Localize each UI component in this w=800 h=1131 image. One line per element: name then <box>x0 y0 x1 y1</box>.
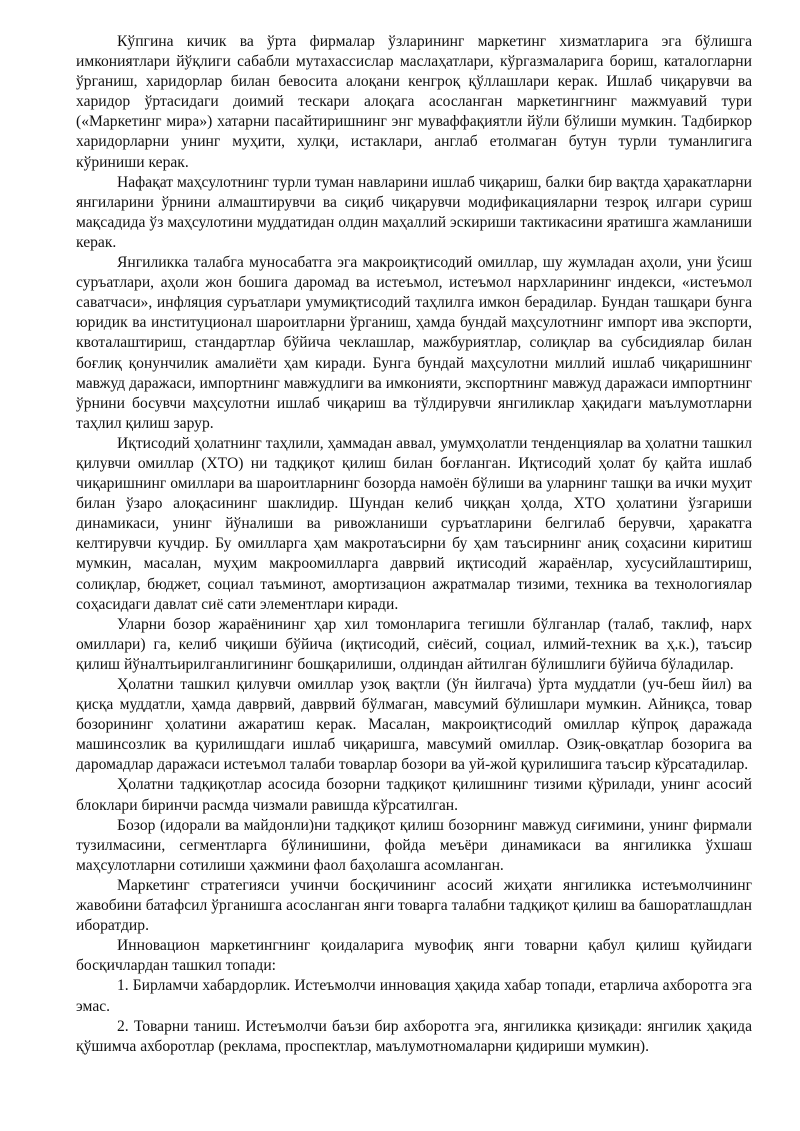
paragraph-product-variety: Нафақат маҳсулотнинг турли туман навларини ишлаб чиқариш, балки бир вақтда ҳаракатларни янгиларини ўрнини алмаштирувчи ва сиқиб чиқарувчи модификацияларни тезроқ илгари суриш мақсадида ўз маҳсулотини муддатидан олдин маҳаллий эскириши тактикасини яратишга жамланиши керак. <box>76 173 752 251</box>
paragraph-strategy-third-stage: Маркетинг стратегияси учинчи босқичининг асосий жиҳати янгиликка истеъмолчининг жавобини батафсил ўрганишга асосланган янги товарга талабни тадқиқот қилиш ва башоратлашдлан иборатдир. <box>76 876 752 935</box>
list-item-initial-awareness: 1. Бирламчи хабардорлик. Истеъмолчи инновация ҳақида хабар топади, етарлича ахборотга эга эмас. <box>76 977 752 1015</box>
list-item-product-familiarity: 2. Товарни таниш. Истеъмолчи баъзи бир ахборотга эга, янгиликка қизиқади: янгилик ҳақида қўшимча ахборотлар (реклама, проспектлар, маълумотномаларни қидириши мумкин). <box>76 1017 752 1055</box>
paragraph-small-firms-marketing: Кўпгина кичик ва ўрта фирмалар ўзларининг маркетинг хизматларига эга бўлишга имкониятлари йўқлиги сабабли мутахассислар маслаҳатлари, кўргазмаларига бориш, каталогларни ўрганиш, харидорлар билан бевосита алоқани кенгроқ қўллашлари керак. Ишлаб чиқарувчи ва харидор ўртасидаги доимий тескари алоқага асосланган маркетингнинг мажмуавий тури («Маркетинг мира») хатарни пасайтиришнинг энг муваффақиятли йўли бўлиши мумкин. Тадбиркор харидорларни унинг муҳити, хулқи, истаклари, англаб етолмаган бутун турли туманлигига кўриниши керак. <box>76 33 752 171</box>
paragraph-economic-situation-analysis: Иқтисодий ҳолатнинг таҳлили, ҳаммадан аввал, умумҳолатли тенденциялар ва ҳолатни ташкил қилувчи омиллар (ХТО) ни тадқиқот қилиш билан боғланган. Иқтисодий ҳолат бу қайта ишлаб чиқаришнинг омиллари ва шароитларнинг бозорда намоён бўлиши ва уларнинг ташқи ва ички муҳит билан ўзаро алоқасининг шаклидир. Шундан келиб чиққан ҳолда, ХТО ҳолатини ўзгариши динамикаси, унинг йўналиши ва ривожланиши суръатларини белгилаб берувчи, ҳаракатга келтирувчи кучдир. Бу омилларга ҳам макротаъсирни бу ҳам таъсирнинг аниқ соҳасини киритиш мумкин, масалан, муҳим макроомилларга даврвий иқтисодий жараёнлар, хусусийлаштириш, солиқлар, бюджет, социал таъминот, амортизацион ажратмалар тизими, техника ва технологиялар соҳасидаги давлат сиё сати элементлари киради. <box>76 434 752 613</box>
paragraph-factor-duration: Ҳолатни ташкил қилувчи омиллар узоқ вақтли (ўн йилгача) ўрта муддатли (уч-беш йил) ва қисқа муддатли, ҳамда даврвий, даврвий бўлмаган, мавсумий бўлишлари мумкин. Айниқса, товар бозорининг ҳолатини ажаратиш керак. Масалан, макроиқтисодий омиллар кўпроқ даражада машинсозлик ва қурилишдаги ишлаб чиқаришга, мавсумий омиллар. Озиқ-овқатлар бозорига ва даромадлар даражаси истеъмол талаби товарлар бозори ва уй-жой қурилишига таъсир кўрсатадилар. <box>76 676 752 774</box>
paragraph-market-research: Бозор (идорали ва майдонли)ни тадқиқот қилиш бозорнинг мавжуд сиғимини, унинг фирмали тузилмасини, сегментларга бўлинишини, фойда меъёри динамикаси ва янгиликка ўхшаш маҳсулотларни сотилиши ҳажмини фаол баҳолашга асомланган. <box>76 816 752 874</box>
paragraph-innovation-adoption-stages: Инновацион маркетингнинг қоидаларига мувофиқ янги товарни қабул қилиш қуйидаги босқичлардан ташкил топади: <box>76 937 752 975</box>
paragraph-macroeconomic-factors: Янгиликка талабга муносабатга эга макроиқтисодий омиллар, шу жумладан аҳоли, уни ўсиш суръатлари, аҳоли жон бошига даромад ва истеъмол, истеъмол нархларининг индекси, «истеъмол саватчаси», инфляция суръатлари умумиқтисодий таҳлилга имкон берадилар. Бундан ташқари бунга юридик ва институционал шароитларни ўрганиш, ҳамда бундай маҳсулотнинг импорт ива экспорти, квоталаштириш, стандартлар бўйича чеклашлар, мажбуриятлар, солиқлар ва субсидиялар билан боғлиқ қонунчилик амалиёти ҳам киради. Бунга бундай маҳсулотни миллий ишлаб чиқаришнинг мавжуд даражаси, импортнинг мавжудлиги ва имконияти, экспортнинг мавжуд даражаси импортнинг ўрнини босувчи маҳсулотни ишлаб чиқариш ва тўлдирувчи янгиликлар ҳақидаги маълумотларни таҳлил қилиш зарур. <box>76 254 752 432</box>
paragraph-research-system: Ҳолатни тадқиқотлар асосида бозорни тадқиқот қилишнинг тизими қўрилади, унинг асосий блоклари биринчи расмда чизмали равишда кўрсатилган. <box>76 776 752 814</box>
paragraph-factor-classification: Уларни бозор жараёнининг ҳар хил томонларига тегишли бўлганлар (талаб, таклиф, нарх омиллари) га, келиб чиқиши бўйича (иқтисодий, сиёсий, социал, илмий-техник ва ҳ.к.), таъсир қилиш йўналтьирилганлигининг бошқарилиши, олдиндан айтилган бўлишлиги бўйича бўладилар. <box>76 615 752 673</box>
document-page <box>76 32 752 1057</box>
